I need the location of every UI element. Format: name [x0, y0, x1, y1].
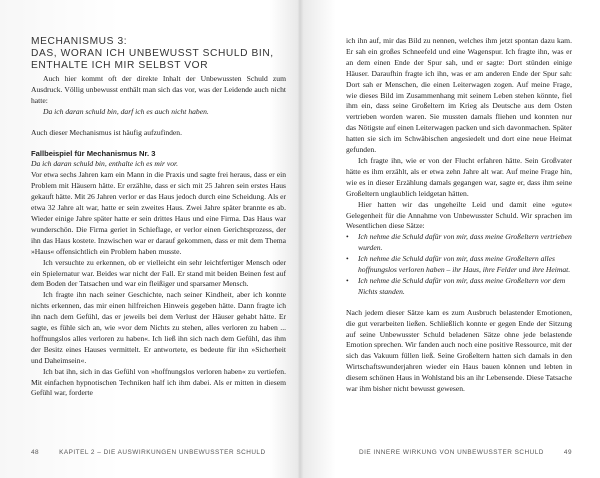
paragraph: ich ihn auf, mir das Bild zu nennen, welches ihm jetzt spontan dazu kam. Er sah ein großes Schneefeld und eine Wagenspur. Ich fragte ihn, was er an dem einen Ende der Spur sah, und er sagte: Dort stünden einige Häuser. Daraufhin fragte ich ihn, was er am anderen Ende der Spur sah: Dort sah er Menschen, die einen Leiterwagen zogen. Auf meine Frage, wie dieses Bild im Zusammenhang mit seinem Leben stehen könnte, fiel ihm ein, dass seine Großeltern im Krieg als Deutsche aus dem Osten vertrieben worden waren. Sie mussten damals fliehen und konnten nur das Nötigste auf einen Leiterwagen packen und sich davonmachen. Später hatten sie sich im Schwäbischen angesiedelt und dort eine neue Heimat gefunden. [346, 36, 572, 155]
bullet-text: Ich nehme die Schuld dafür von mir, dass meine Großeltern vor dem Nichts standen. [358, 275, 566, 296]
bullet-icon: • [346, 275, 349, 285]
page-number: 49 [563, 449, 572, 456]
section-heading [31, 36, 286, 72]
paragraph: Hier hatten wir das ungeheilte Leid und damit eine »gute« Gelegenheit für die Annahme von Unbewusster Schuld. Wir sprachen im Wesentlichen diese Sätze: [346, 199, 572, 231]
bullet-item [346, 254, 572, 276]
bullet-text: Ich nehme die Schuld dafür von mir, dass meine Großeltern vertrieben wurden. [358, 232, 572, 253]
bullet-item [346, 276, 572, 298]
running-head: DIE INNERE WIRKUNG VON UNBEWUSSTER SCHULD [358, 449, 544, 456]
paragraph: Nach jedem dieser Sätze kam es zum Ausbruch belastender Emotionen, die gut verarbeiten ließen. Schließlich konnte er gegen Ende der Sitzung auf seine Unbewusster Schuld beladenen Sätze ohne jede belastende Emotion sprechen. Wir fanden auch noch eine positive Ressource, mit der sich das Vakuum füllen ließ. Seine Großeltern hatten sich damals in den Wirtschaftswunderjahren wieder ein Haus bauen können und lebten in diesem schönen Haus in Wohlstand bis an ihr Lebensende. Diese Tatsache war ihm bisher nicht bewusst gewesen. [346, 307, 572, 394]
running-head: KAPITEL 2 – DIE AUSWIRKUNGEN UNBEWUSSTER SCHULD [59, 449, 266, 456]
paragraph: Ich fragte ihn, wie er von der Flucht erfahren hätte. Sein Großvater hätte es ihm erzählt, als er etwa zehn Jahre alt war. Auf meine Frage hin, wie es in dieser Erzählung damals gegangen war, sagte er, dass ihm seine Großeltern unglaublich leidgetan hätten. [346, 155, 572, 198]
quote: Da ich daran schuld bin, darf ich es auch nicht haben. [43, 106, 209, 116]
paragraph: Vor etwa sechs Jahren kam ein Mann in die Praxis und sagte frei heraus, dass er ein Problem mit Häusern hätte. Er erzählte, dass er sich mit 25 Jahren sein erstes Haus gekauft hätte. Mit 26 Jahren verlor er das Haus jedoch durch eine Scheidung. Als er etwa 32 Jahre alt war, hatte er sein zweites Haus. Zwei Jahre später brannte es ab. Wieder einige Jahre später hatte er sein drittes Haus und eine Firma. Das Haus war wunderschön. Die Firma geriet in Schieflage, er verlor einen Gerichtsprozess, der ihn das Haus kostete. Inzwischen war er darauf gekommen, dass er mit dem Thema »Haus« offensichtlich ein Problem haben musste. [31, 170, 286, 256]
bullet-icon: • [346, 232, 349, 242]
paragraph: Ich fragte ihn nach seiner Geschichte, nach seiner Kindheit, aber ich konnte nichts erkennen, das mir einen hilfreichen Hinweis gegeben hätte. Dann fragte ich ihn nach dem Gefühl, das er jeweils bei dem Verlust der Häuser gehabt hätte. Er sagte, es fühle sich an, wie »vor dem Nichts zu stehen, alles verloren zu haben ... hoffnungslos alles verloren zu haben«. Ich ließ ihn sich nach dem Gefühl, das ihm der Besitz eines Hauses vermittelt. Er antwortete, es bedeute für ihn »Sicherheit und Daheimsein«. [31, 290, 286, 365]
heading-line-3: ENTHALTE ICH MIR SELBST VOR [31, 60, 209, 71]
paragraph: Auch hier kommt oft der direkte Inhalt der Unbewussten Schuld zum Ausdruck. Völlig unbewusst enthält man sich das vor, was der Leidende auch nicht hatte: [31, 74, 286, 105]
right-page [300, 0, 600, 478]
page-footer [359, 449, 572, 456]
bullet-text: Ich nehme die Schuld dafür von mir, dass meine Großeltern alles hoffnungslos verloren haben – ihr Haus, ihre Felder und ihre Heimat. [358, 254, 571, 275]
heading-line-1: MECHANISMUS 3: [31, 36, 128, 47]
paragraph: Ich bat ihn, sich in das Gefühl von »hoffnungslos verloren haben« zu vertiefen. Mit einfachen hypnotischen Techniken half ich ihm dabei. Als er mitten in diesem Gefühl war, forderte [31, 366, 286, 398]
paragraph: Ich versuchte zu erkennen, ob er vielleicht ein sehr leichtfertiger Mensch oder ein Spielernatur war. Beides war nicht der Fall. Er stand mit beiden Beinen fest auf dem Boden der Tatsachen und war ein fleißiger und sparsamer Mensch. [31, 257, 286, 289]
paragraph: Auch dieser Mechanismus ist häufig aufzufinden. [31, 127, 182, 137]
bullet-icon: • [346, 254, 349, 264]
page-number: 48 [31, 449, 40, 456]
case-subtitle: Da ich daran schuld bin, enthalte ich es mir vor. [31, 159, 179, 169]
case-title: Fallbeispiel für Mechanismus Nr. 3 [31, 148, 156, 158]
heading-line-2: DAS, WORAN ICH UNBEWUSST SCHULD BIN, [31, 48, 274, 59]
bullet-item [346, 232, 572, 254]
page-footer [31, 449, 266, 456]
